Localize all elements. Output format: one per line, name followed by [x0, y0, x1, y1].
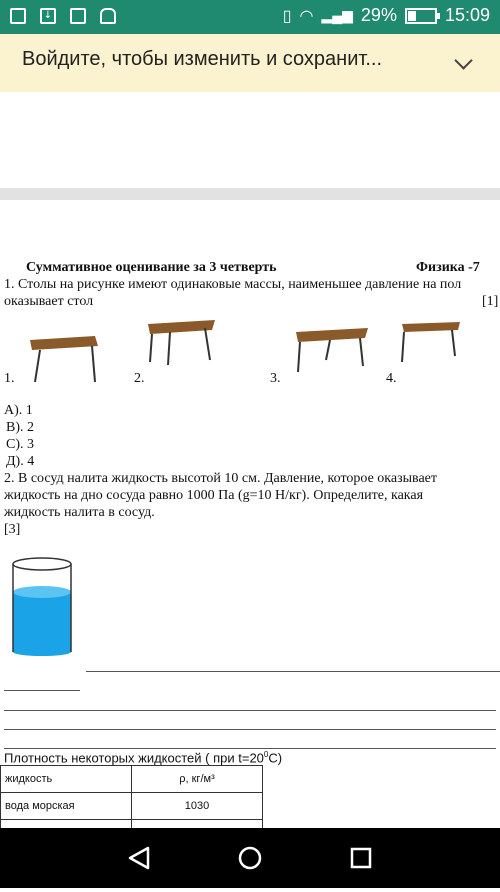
answer-line	[4, 710, 496, 711]
banner-text: Войдите, чтобы изменить и сохранит...	[22, 48, 383, 70]
answer-line	[4, 729, 496, 730]
home-icon	[100, 8, 116, 24]
density-title-prefix: Плотность некоторых жидкостей ( при t=20	[4, 750, 264, 766]
answer-line	[4, 690, 80, 691]
option-c: С). 3	[6, 437, 34, 452]
chevron-down-icon[interactable]	[454, 51, 472, 69]
option-b: В). 2	[6, 420, 34, 435]
clock: 15:09	[444, 5, 490, 25]
table-label-3: 3.	[270, 371, 281, 386]
option-d: Д). 4	[6, 454, 35, 469]
table-image-4	[402, 322, 460, 362]
wifi-icon: ◠	[299, 7, 314, 25]
table-row	[1, 793, 263, 820]
status-bar	[0, 0, 500, 34]
table-header-density: ρ, кг/м³	[132, 766, 263, 793]
density-table-title	[4, 750, 282, 765]
table-row	[1, 766, 263, 793]
shield-icon	[70, 8, 86, 24]
table-cell-density: 1030	[132, 793, 263, 820]
gallery-icon	[10, 8, 26, 24]
status-right	[283, 5, 490, 26]
q2-points: [3]	[4, 522, 21, 537]
sign-in-banner[interactable]	[0, 34, 500, 93]
q1-text-line2: оказывает стол	[4, 294, 94, 309]
q2-text-line3: жидкость налита в сосуд.	[4, 505, 155, 520]
table-image-2	[148, 320, 215, 365]
table-label-2: 2.	[134, 371, 145, 386]
header-title: Суммативное оценивание за 3 четверть	[26, 260, 277, 275]
download-icon: ↓	[40, 8, 56, 24]
tables-illustration	[0, 310, 500, 390]
table-cell-liquid: вода морская	[1, 793, 132, 820]
vibrate-icon: ▯	[282, 7, 292, 25]
header-subject: Физика -7	[416, 260, 480, 275]
answer-line	[86, 671, 500, 672]
battery-icon	[405, 8, 437, 24]
recents-icon[interactable]	[352, 849, 370, 867]
table-header-liquid: жидкость	[1, 766, 132, 793]
option-a: А). 1	[4, 403, 33, 418]
table-image-1	[30, 336, 98, 382]
page-separator	[0, 188, 500, 200]
back-icon[interactable]	[130, 848, 148, 868]
home-icon[interactable]	[240, 848, 260, 868]
q1-points: [1]	[482, 294, 499, 309]
blank-area	[0, 92, 500, 188]
vessel-illustration	[8, 556, 78, 656]
table-label-4: 4.	[386, 371, 397, 386]
density-title-suffix: С)	[268, 750, 283, 766]
q1-text-line1: 1. Столы на рисунке имеют одинаковые массы, наименьшее давление на пол	[4, 277, 462, 292]
table-image-3	[296, 328, 368, 372]
signal-icon: ▂▄▆	[321, 7, 353, 23]
table-label-1: 1.	[4, 371, 15, 386]
navigation-bar	[0, 828, 500, 888]
document-page	[0, 200, 500, 828]
density-title-sup: 0	[263, 750, 269, 759]
q2-text-line2: жидкость на дно сосуда равно 1000 Па (g=10 Н/кг). Определите, какая	[4, 488, 424, 503]
nav-buttons	[0, 828, 500, 888]
battery-percent: 29%	[360, 5, 397, 25]
answer-line	[4, 748, 496, 749]
notification-icons	[10, 8, 116, 24]
q2-text-line1: 2. В сосуд налита жидкость высотой 10 см. Давление, которое оказывает	[4, 471, 437, 486]
